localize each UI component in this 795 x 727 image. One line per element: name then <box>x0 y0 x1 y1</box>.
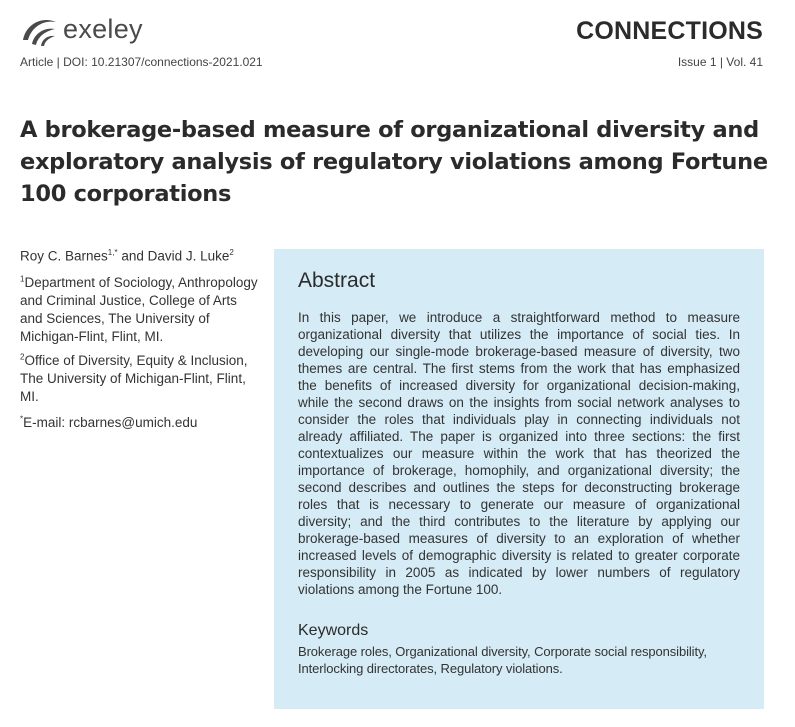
journal-name: CONNECTIONS <box>576 17 763 45</box>
abstract-heading: Abstract <box>298 269 376 292</box>
affiliation <box>20 274 260 346</box>
author-superscript: 1,* <box>107 248 118 257</box>
keywords-heading: Keywords <box>298 622 369 639</box>
contact-email <box>20 414 260 432</box>
author-line <box>20 248 234 264</box>
author-name: David J. Luke <box>147 248 230 264</box>
author-name: Roy C. Barnes <box>20 248 108 264</box>
email-text[interactable]: E-mail: rcbarnes@umich.edu <box>23 415 198 430</box>
abstract-panel <box>274 249 764 709</box>
affiliation-superscript: 1 <box>20 274 25 284</box>
author-superscript: 2 <box>229 248 234 257</box>
affiliation-text: Department of Sociology, Anthropology and Criminal Justice, College of Arts and Sciences, The University of Michigan-Flint, Flint, MI. <box>20 275 258 344</box>
issue-volume: Issue 1 | Vol. 41 <box>677 55 763 69</box>
paper-title: A brokerage-based measure of organizational diversity and exploratory analysis of regulatory violations among Fortune 100 corporations <box>20 117 768 207</box>
author-conjunction: and <box>117 248 148 264</box>
keywords-list: Brokerage roles, Organizational diversity, Corporate social responsibility, Interlocking directorates, Regulatory violations. <box>298 644 707 676</box>
article-doi: Article | DOI: 10.21307/connections-2021.021 <box>20 55 263 69</box>
abstract-text: In this paper, we introduce a straightforward method to measure organizational diversity that utilizes the importance of social ties. In developing our single-mode brokerage-based measure of diversity, two themes are central. The first stems from the work that has emphasized the benefits of increased diversity for organizational decision-making, while the second draws on the insights from social network analyses to consider the roles that individuals play in connecting individuals not already affiliated. The paper is organized into three sections: the first contextualizes our measure within the work that has theorized the importance of brokerage, homophily, and organizational diversity; the second describes and outlines the steps for deconstructing brokerage roles that is necessary to generate our measure of organizational diversity; and the third contributes to the literature by applying our brokerage-based measures of diversity to an exploration of whether increased levels of demographic diversity is related to greater corporate responsibility in 2005 as indicated by lower numbers of regulatory violations among the Fortune 100. <box>298 310 740 597</box>
logo-text: exeley <box>63 13 143 44</box>
affiliation-superscript: 2 <box>20 352 25 362</box>
exeley-logo-icon <box>20 14 58 48</box>
affiliation <box>20 352 260 406</box>
publisher-logo[interactable] <box>20 14 143 48</box>
email-superscript: * <box>20 414 24 424</box>
affiliation-text: Office of Diversity, Equity & Inclusion, The University of Michigan-Flint, Flint, MI. <box>20 353 248 404</box>
